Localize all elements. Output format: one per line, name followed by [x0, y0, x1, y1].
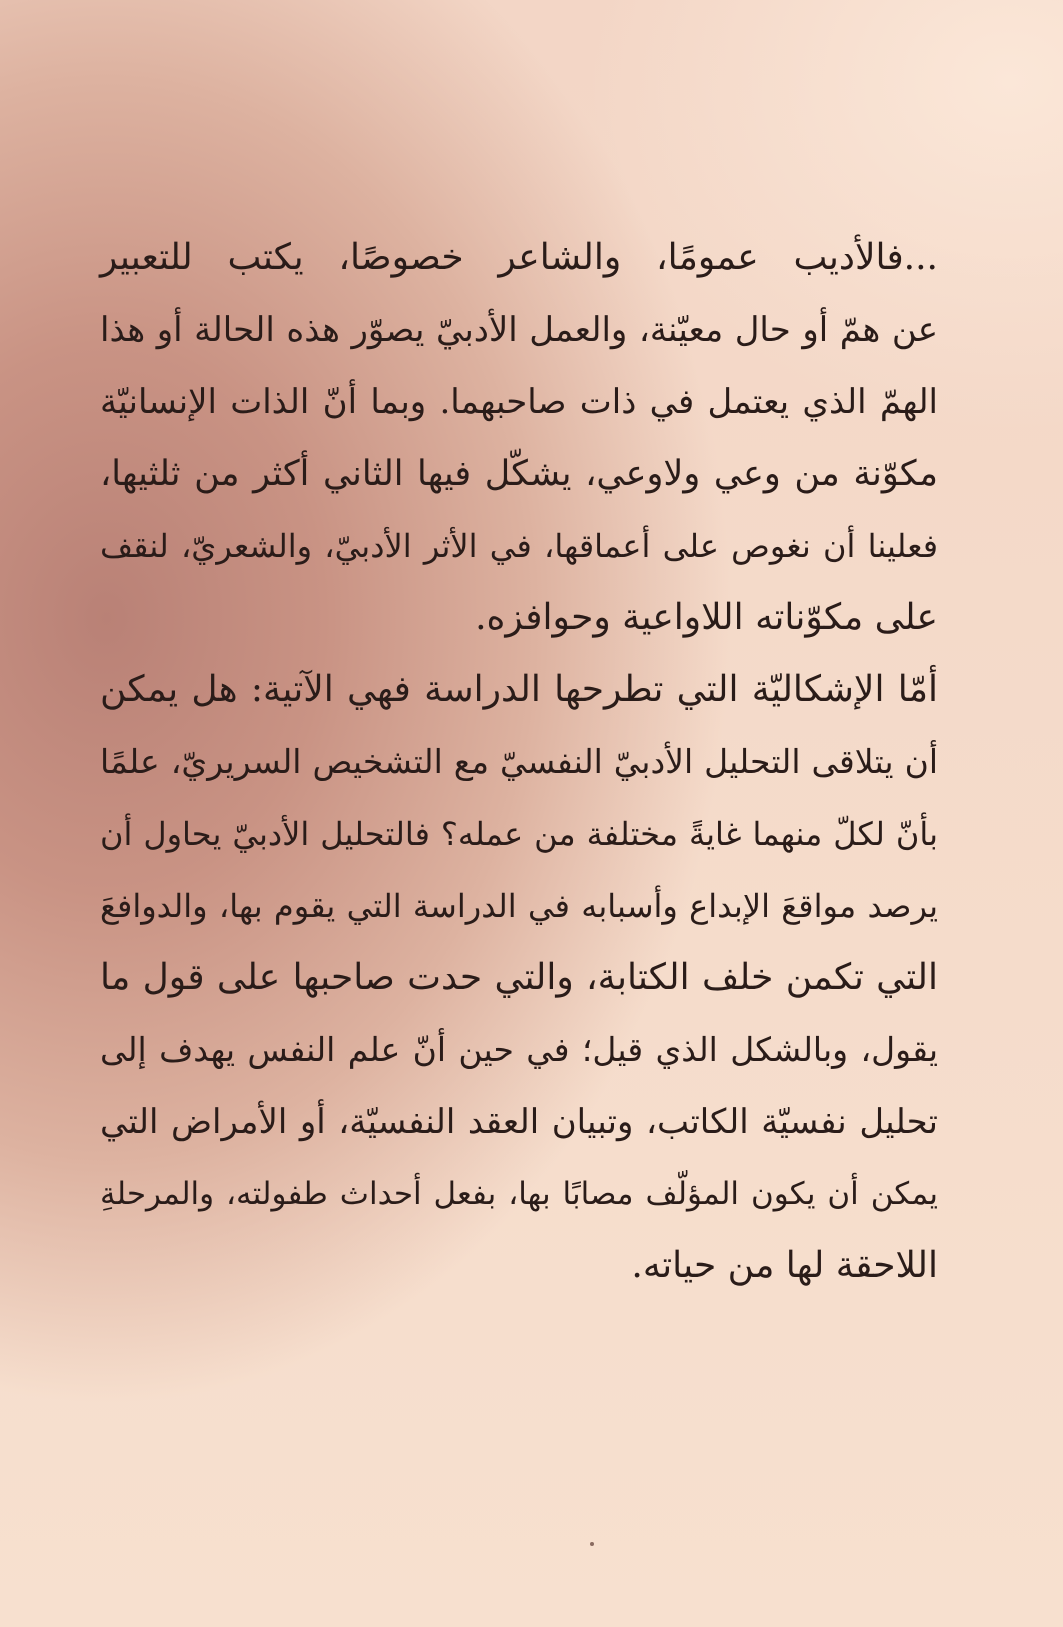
text-line: يمكن أن يكون المؤلّف مصابًا بها، بفعل أحداث طفولته، والمرحلةِ — [100, 1176, 938, 1212]
text-line: مكوّنة من وعي ولاوعي، يشكّل فيها الثاني أكثر من ثلثيها، — [100, 454, 938, 494]
text-line: بأنّ لكلّ منهما غايةً مختلفة من عمله؟ فالتحليل الأدبيّ يحاول أن — [100, 815, 939, 853]
text-line: يقول، وبالشكل الذي قيل؛ في حين أنّ علم النفس يهدف إلى — [100, 1030, 938, 1069]
paper-speck — [590, 1542, 594, 1546]
paragraph-2 — [100, 654, 938, 1302]
text-line: الهمّ الذي يعتمل في ذات صاحبهما. وبما أنّ الذات الإنسانيّة — [100, 382, 938, 422]
text-line: عن همّ أو حال معيّنة، والعمل الأدبيّ يصوّر هذه الحالة أو هذا — [100, 310, 938, 350]
body-text — [100, 222, 938, 1302]
text-line: أمّا الإشكاليّة التي تطرحها الدراسة فهي الآتية: هل يمكن — [100, 669, 938, 710]
text-line: يرصد مواقعَ الإبداع وأسبابه في الدراسة التي يقوم بها، والدوافعَ — [100, 887, 939, 925]
text-line: أن يتلاقى التحليل الأدبيّ النفسيّ مع التشخيص السريريّ، علمًا — [100, 742, 938, 781]
text-line: اللاحقة لها من حياته. — [631, 1245, 938, 1286]
text-line: ...فالأديب عمومًا، والشاعر خصوصًا، يكتب للتعبير — [100, 237, 938, 278]
text-line: على مكوّناته اللاواعية وحوافزه. — [475, 597, 938, 638]
paragraph-1 — [100, 222, 938, 654]
text-line: فعلينا أن نغوص على أعماقها، في الأثر الأدبيّ، والشعريّ، لنقف — [100, 527, 939, 565]
text-line: تحليل نفسيّة الكاتب، وتبيان العقد النفسيّة، أو الأمراض التي — [100, 1102, 938, 1142]
text-line: التي تكمن خلف الكتابة، والتي حدت صاحبها على قول ما — [100, 957, 938, 998]
